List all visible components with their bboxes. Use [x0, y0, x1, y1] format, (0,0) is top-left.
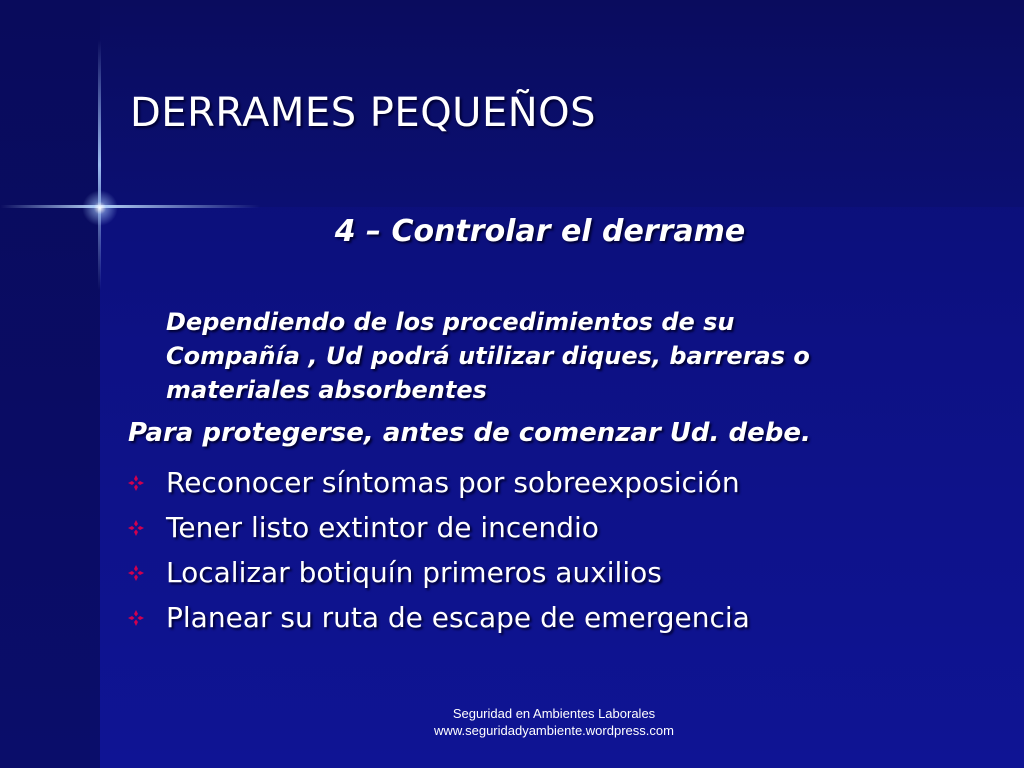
bullet-item	[128, 505, 750, 550]
bullet-item	[128, 460, 750, 505]
slide-subtitle: 4 – Controlar el derrame	[334, 214, 746, 249]
diamond-bullet-icon	[128, 610, 144, 626]
footer-url: www.seguridadyambiente.wordpress.com	[434, 723, 674, 738]
bullet-text: Reconocer síntomas por sobreexposición	[166, 466, 740, 499]
vertical-light-line	[98, 40, 101, 290]
horizontal-light-line	[0, 205, 260, 208]
paragraph-line: materiales absorbentes	[166, 376, 487, 404]
slide-title: DERRAMES PEQUEÑOS	[130, 90, 597, 136]
footer-line: Seguridad en Ambientes Laborales	[452, 706, 656, 721]
bullet-text: Tener listo extintor de incendio	[166, 511, 599, 544]
diamond-bullet-icon	[128, 520, 144, 536]
left-background-band	[0, 0, 100, 768]
bullet-item	[128, 595, 750, 640]
star-glow-icon	[82, 190, 118, 226]
slide-footer	[404, 705, 704, 739]
bullet-text: Localizar botiquín primeros auxilios	[166, 556, 662, 589]
paragraph-line: Dependiendo de los procedimientos de su	[166, 308, 735, 336]
lead-text: Para protegerse, antes de comenzar Ud. debe.	[128, 418, 811, 448]
bullet-item	[128, 550, 750, 595]
diamond-bullet-icon	[128, 475, 144, 491]
bullet-text: Planear su ruta de escape de emergencia	[166, 601, 750, 634]
diamond-bullet-icon	[128, 565, 144, 581]
paragraph-line: Compañía , Ud podrá utilizar diques, barreras o	[166, 342, 810, 370]
bullet-list	[128, 460, 750, 640]
description-paragraph	[166, 305, 966, 407]
